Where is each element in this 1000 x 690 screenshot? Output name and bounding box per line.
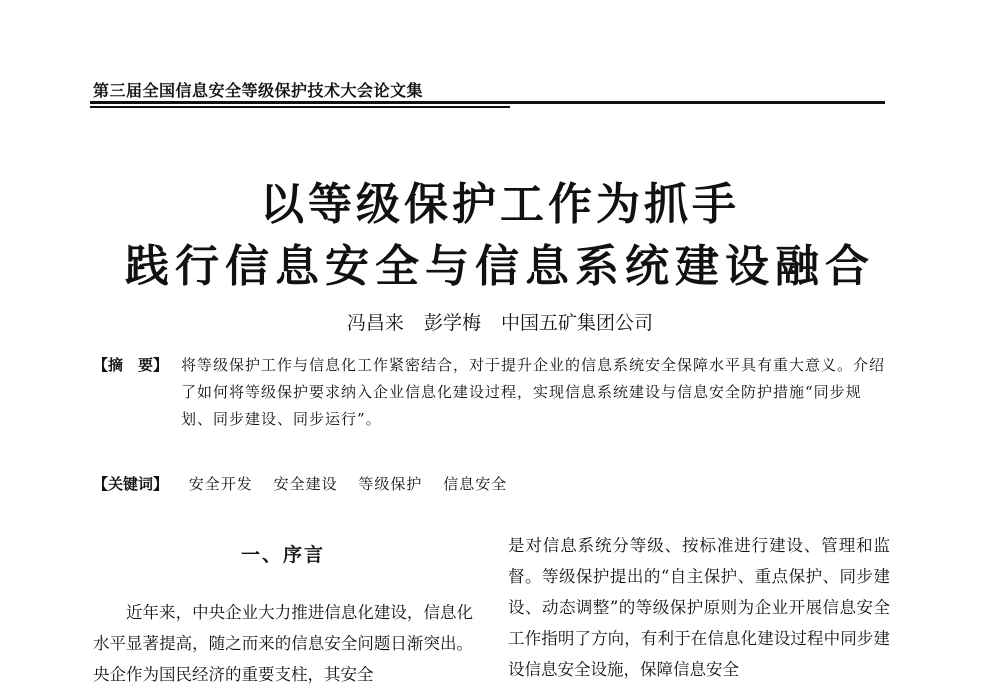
left-column [93,540,473,690]
paper-title-line-2: 践行信息安全与信息系统建设融合 [125,241,875,292]
keyword: 信息安全 [443,475,508,493]
keyword: 安全建设 [273,475,338,493]
abstract-label: 【摘 要】 [93,356,169,374]
keyword: 安全开发 [188,475,253,493]
right-column [508,530,890,685]
body-paragraph: 近年来，中央企业大力推进信息化建设，信息化水平显著提高，随之而来的信息安全问题日渐突出。央企作为国民经济的重要支柱，其安全 [93,603,473,684]
author-affiliation: 中国五矿集团公司 [501,312,654,334]
abstract-text: 将等级保护工作与信息化工作紧密结合，对于提升企业的信息系统安全保障水平具有重大意义。介绍了如何将等级保护要求纳入企业信息化建设过程，实现信息系统建设与信息安全防护措施“同步规划、同步建设、同步运行”。 [181,356,886,428]
keyword: 等级保护 [358,475,423,493]
body-paragraph: 是对信息系统分等级、按标准进行建设、管理和监督。等级保护提出的“自主保护、重点保护、同步建设、动态调整”的等级保护原则为企业开展信息安全工作指明了方向，有利于在信息化建设过程中同步建设信息安全设施，保障信息安全 [508,536,890,679]
keywords-label: 【关键词】 [93,475,169,493]
proceedings-header: 第三届全国信息安全等级保护技术大会论文集 [93,81,424,100]
section-heading: 一、序言 [240,544,325,566]
author-name: 彭学梅 [423,312,481,334]
keywords-block [93,473,507,494]
paper-title-line-1: 以等级保护工作为抓手 [260,179,740,230]
author-line [0,308,1000,335]
author-name: 冯昌来 [346,312,404,334]
header-rule-thin [90,106,510,108]
header-rule-thick [90,101,885,104]
